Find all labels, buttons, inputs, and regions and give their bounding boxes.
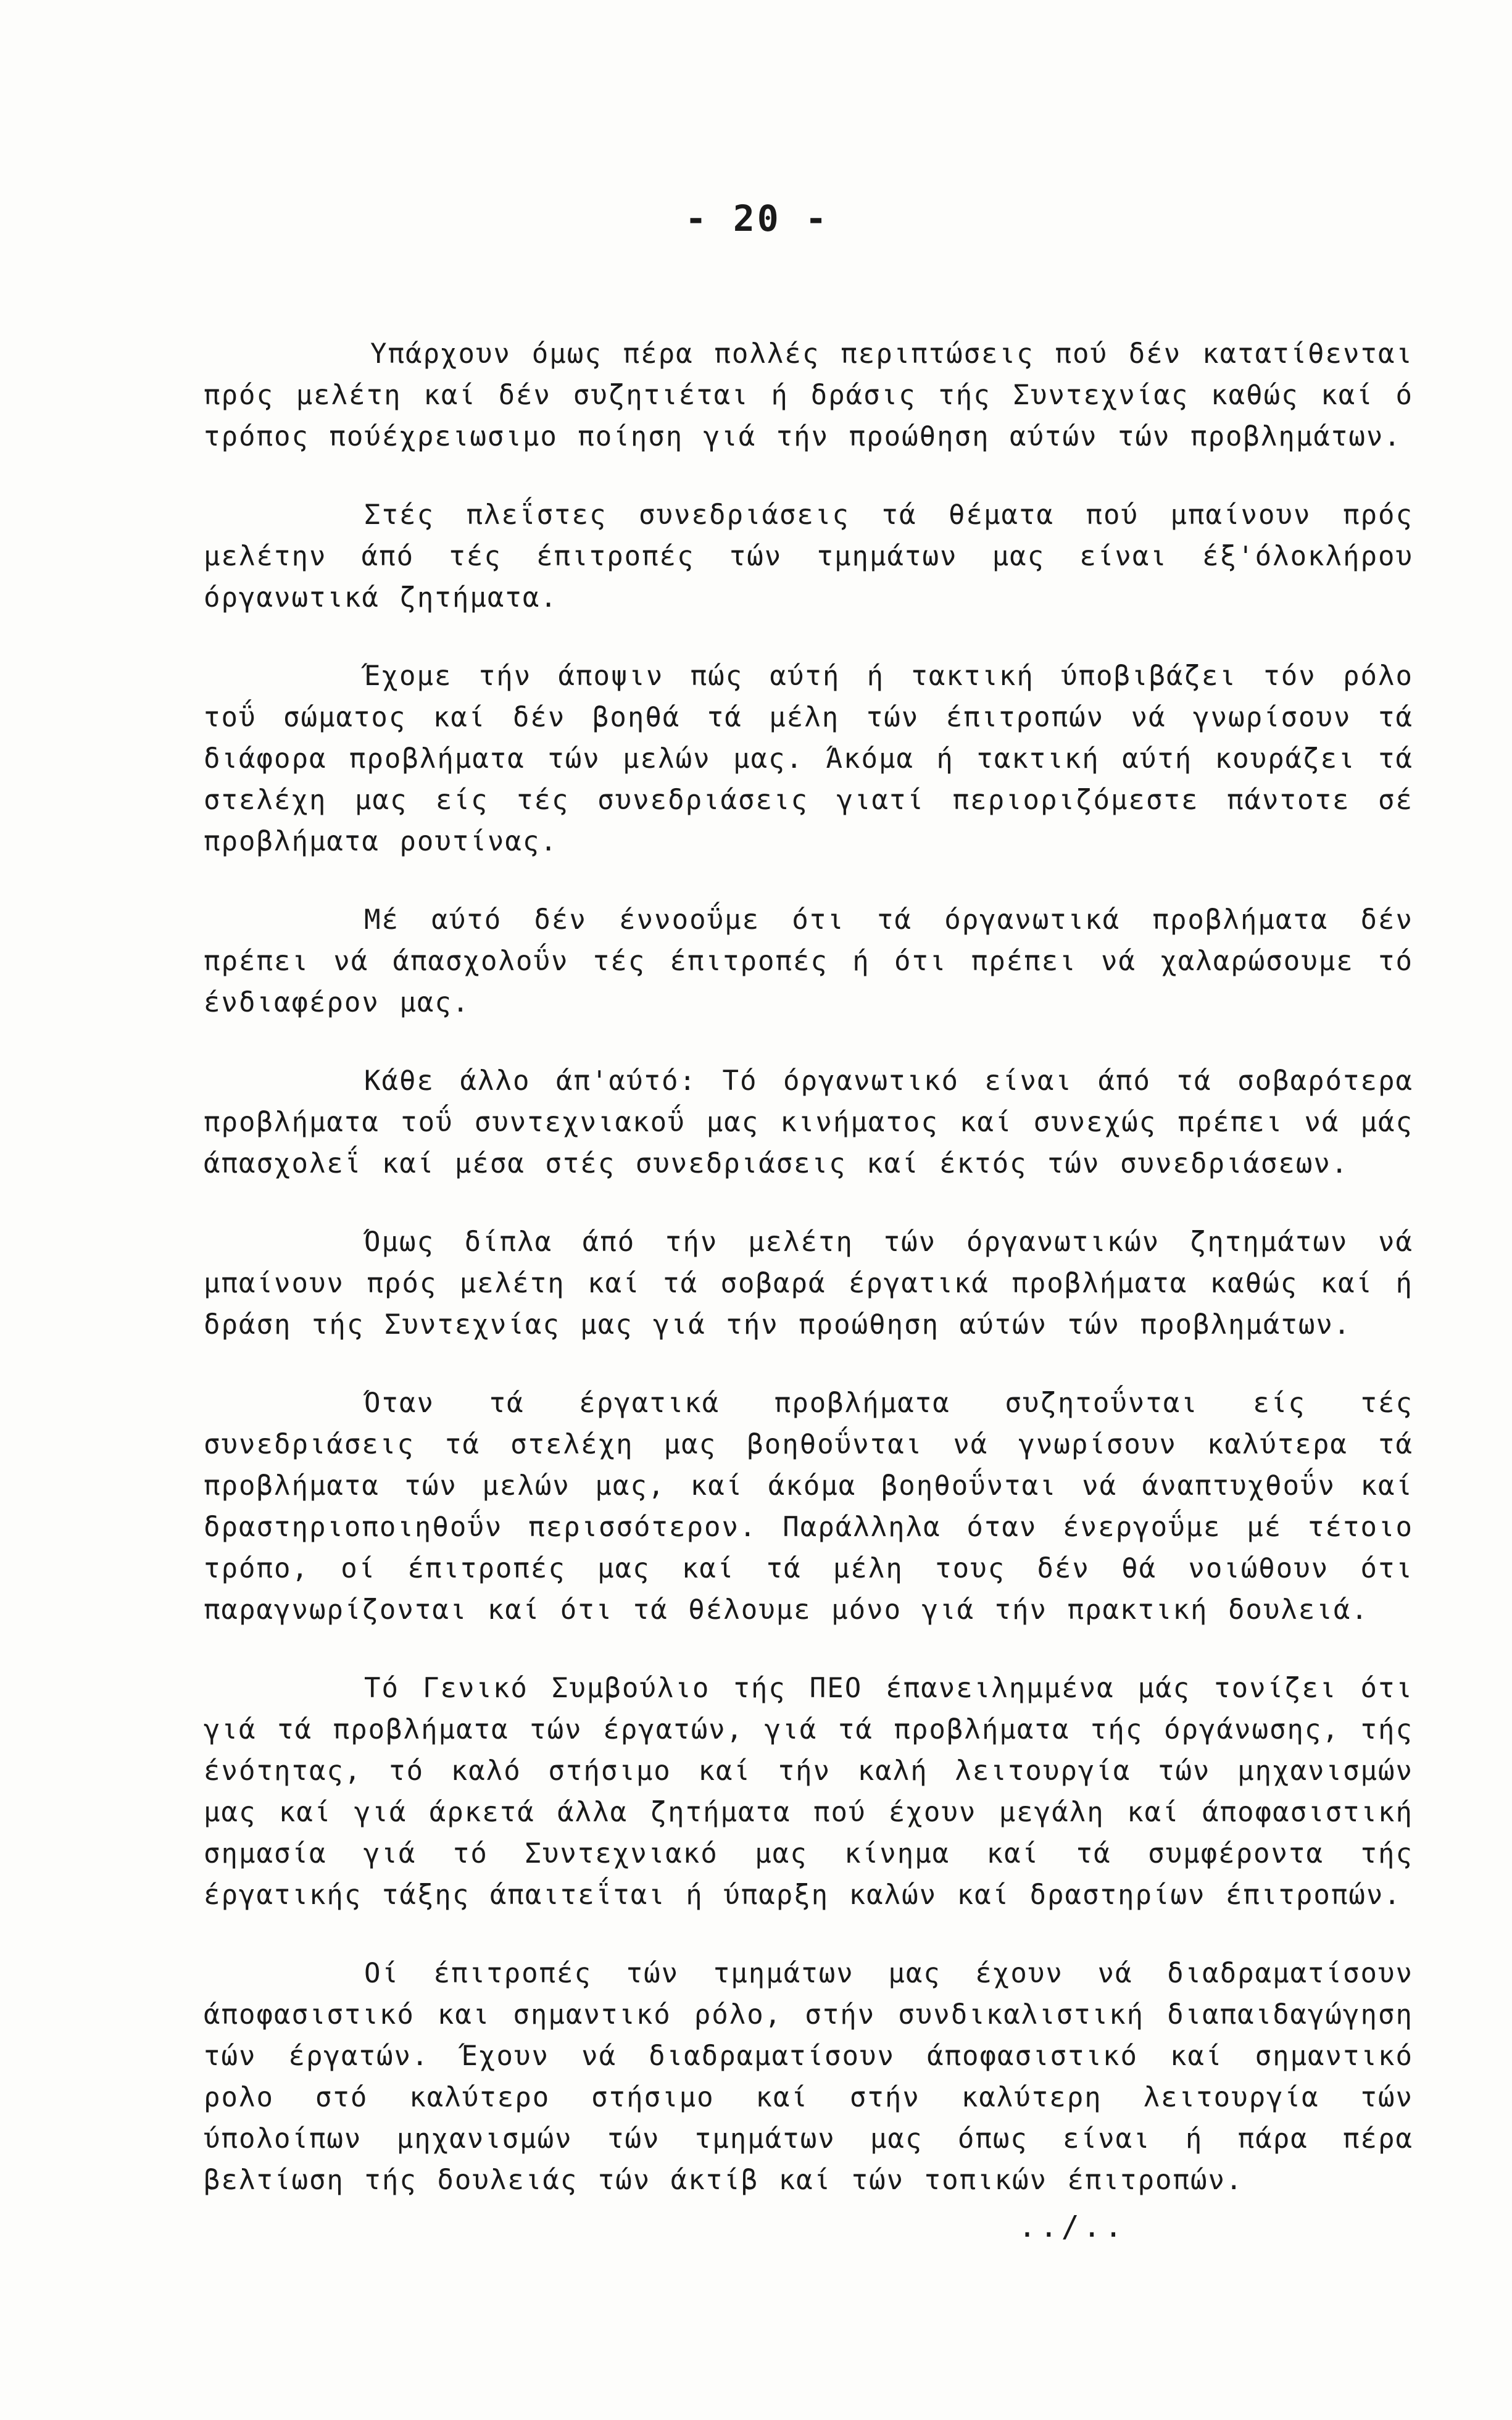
paragraph-6: Όμως δίπλα άπό τήν μελέτη τών όργανωτικών ζητημάτων νά μπαίνουν πρός μελέτη καί τά σοβαρά έργατικά προβλήματα καθώς καί ή δράση τής Συντεχνίας μας γιά τήν προώθηση αύτών τών προβλημάτων. <box>204 1226 1413 1341</box>
paragraph-4: Μέ αύτό δέν έννοοΰμε ότι τά όργανωτικά προβλήματα δέν πρέπει νά άπασχολοΰν τές έπιτροπές ή ότι πρέπει νά χαλαρώσουμε τό ένδιαφέρον μας. <box>204 904 1413 1018</box>
paragraph-7: Όταν τά έργατικά προβλήματα συζητοΰνται είς τές συνεδριάσεις τά στελέχη μας βοηθοΰνται νά γνωρίσουν καλύτερα τά προβλήματα τών μελών μας, καί άκόμα βοηθοΰνται νά άναπτυχθοΰν καί δραστηριοποιηθοΰν περισσότερον. Παράλληλα όταν ένεργοΰμε μέ τέτοιο τρόπο, οί έπιτροπές μας καί τά μέλη τους δέν θά νοιώθουν ότι παραγνωρίζονται καί ότι τά θέλουμε μόνο γιά τήν πρακτική δουλειά. <box>204 1387 1413 1626</box>
paragraph-9: Οί έπιτροπές τών τμημάτων μας έχουν νά διαδραματίσουν άποφασιστικό και σημαντικό ρόλο, στήν συνδικαλιστική διαπαιδαγώγηση τών έργατών. Έχουν νά διαδραματίσουν άποφασιστικό καί σημαντικό ρολο στό καλύτερο στήσιμο καί στήν καλύτερη λειτουργία τών ύπολοίπων μηχανισμών τών τμημάτων μας όπως είναι ή πάρα πέρα βελτίωση τής δουλειάς τών άκτίβ καί τών τοπικών έπιτροπών. <box>204 1958 1413 2196</box>
page-number: - 20 - <box>685 198 829 239</box>
continuation-mark: ../.. <box>1018 2210 1126 2244</box>
paragraph-2: Στές πλεΐστες συνεδριάσεις τά θέματα πού μπαίνουν πρός μελέτην άπό τές έπιτροπές τών τμημάτων μας είναι έξ'όλοκλήρου όργανωτικά ζητήματα. <box>204 499 1413 613</box>
paragraph-3: Έχομε τήν άποψιν πώς αύτή ή τακτική ύποβιβάζει τόν ρόλο τοΰ σώματος καί δέν βοηθά τά μέλη τών έπιτροπών νά γνωρίσουν τά διάφορα προβλήματα τών μελών μας. Άκόμα ή τακτική αύτή κουράζει τά στελέχη μας είς τές συνεδριάσεις γιατί περιοριζόμεστε πάντοτε σέ προβλήματα ρουτίνας. <box>204 660 1413 857</box>
paragraph-8: Τό Γενικό Συμβούλιο τής ΠΕΟ έπανειλημμένα μάς τονίζει ότι γιά τά προβλήματα τών έργατών, γιά τά προβλήματα τής όργάνωσης, τής ένότητας, τό καλό στήσιμο καί τήν καλή λειτουργία τών μηχανισμών μας καί γιά άρκετά άλλα ζητήματα πού έχουν μεγάλη καί άποφασιστική σημασία γιά τό Συντεχνιακό μας κίνημα καί τά συμφέροντα τής έργατικής τάξης άπαιτεΐται ή ύπαρξη καλών καί δραστηρίων έπιτροπών. <box>204 1673 1413 1911</box>
paragraph-5: Κάθε άλλο άπ'αύτό: Τό όργανωτικό είναι άπό τά σοβαρότερα προβλήματα τοΰ συντεχνιακοΰ μας κινήματος καί συνεχώς πρέπει νά μάς άπασχολεΐ καί μέσα στές συνεδριάσεις καί έκτός τών συνεδριάσεων. <box>204 1065 1413 1179</box>
paragraph-1: Υπάρχουν όμως πέρα πολλές περιπτώσεις πού δέν κατατίθενται πρός μελέτη καί δέν συζητιέται ή δράσις τής Συντεχνίας καθώς καί ό τρόπος πούέχρειωσιμο ποίηση γιά τήν προώθηση αύτών τών προβλημάτων. <box>204 338 1413 452</box>
body-text <box>204 333 1413 2238</box>
